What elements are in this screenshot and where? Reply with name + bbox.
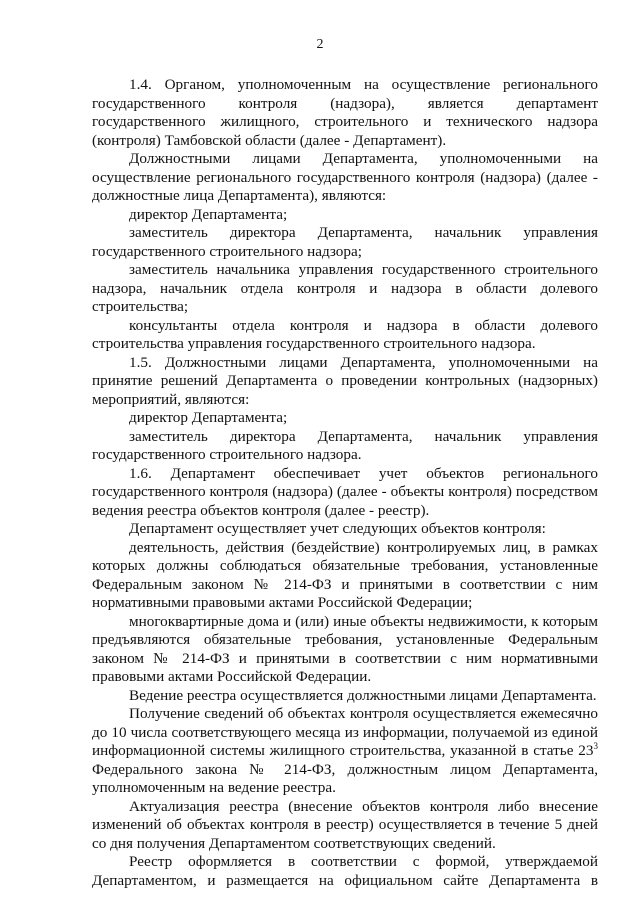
document-body: [92, 76, 598, 890]
paragraph-registry-form: Реестр оформляется в соответствии с формой, утверждаемой Департаментом, и размещается на официальном сайте Департамента в: [92, 853, 598, 889]
list-item-consultants: консультанты отдела контроля и надзора в области долевого строительства управления государственного строительного надзора.: [92, 316, 598, 352]
obtaining-info-text-end: Федерального закона № 214-ФЗ, должностным лицом Департамента, уполномоченным на ведение реестра.: [92, 760, 598, 796]
page-number: 2: [316, 37, 324, 52]
list-item-activity: деятельность, действия (бездействие) контролируемых лиц, в рамках которых должны соблюдаться обязательные требования, установленные Федеральным законом № 214-ФЗ и принятыми в соответствии с ним нормативными правовыми актами Российской Федерации;: [92, 538, 598, 611]
paragraph-registry-maintenance: Ведение реестра осуществляется должностными лицами Департамента.: [129, 686, 597, 704]
paragraph-1-4: 1.4. Органом, уполномоченным на осуществление регионального государственного контроля (надзора), является департамент государственного жилищного, строительного и технического надзора (контроля) Тамбовской области (далее - Департамент).: [92, 76, 598, 149]
paragraph-control-objects: Департамент осуществляет учет следующих объектов контроля:: [129, 520, 546, 537]
paragraph-registry-update: Актуализация реестра (внесение объектов контроля либо внесение изменений об объектах контроля в реестр) осуществляется в течение 5 дней со дня получения Департаментом соответствующих сведений.: [92, 797, 598, 852]
list-item-deputy-director: заместитель директора Департамента, начальник управления государственного строительного надзора;: [92, 224, 598, 260]
superscript-marker: 3: [593, 740, 598, 751]
paragraph-officials: Должностными лицами Департамента, уполномоченными на осуществление регионального государственного контроля (надзора) (далее - должностные лица Департамента), являются:: [92, 150, 598, 204]
paragraph-obtaining-info: [92, 705, 598, 798]
list-item-deputy-director-2: заместитель директора Департамента, начальник управления государственного строительного надзора.: [92, 427, 598, 463]
obtaining-info-text-start: Получение сведений об объектах контроля осуществляется ежемесячно до 10 числа соответствующего месяца из информации, получаемой из единой информационной системы жилищного строительства, указанной в статье 23: [92, 705, 598, 759]
list-item-director: директор Департамента;: [129, 205, 288, 223]
list-item-director-2: директор Департамента;: [129, 409, 288, 426]
paragraph-1-6: 1.6. Департамент обеспечивает учет объектов регионального государственного контроля (надзора) (далее - объекты контроля) посредством ведения реестра объектов контроля (далее - реестр).: [92, 464, 598, 519]
paragraph-1-5: 1.5. Должностными лицами Департамента, уполномоченными на принятие решений Департамента о проведении контрольных (надзорных) мероприятий, являются:: [92, 353, 598, 408]
list-item-deputy-head: заместитель начальника управления государственного строительного надзора, начальник отдела контроля и надзора в области долевого строительства;: [92, 261, 598, 315]
list-item-buildings: многоквартирные дома и (или) иные объекты недвижимости, к которым предъявляются обязательные требования, установленные Федеральным законом № 214-ФЗ и принятыми в соответствии с ним нормативными правовыми актами Российской Федерации.: [92, 612, 598, 685]
